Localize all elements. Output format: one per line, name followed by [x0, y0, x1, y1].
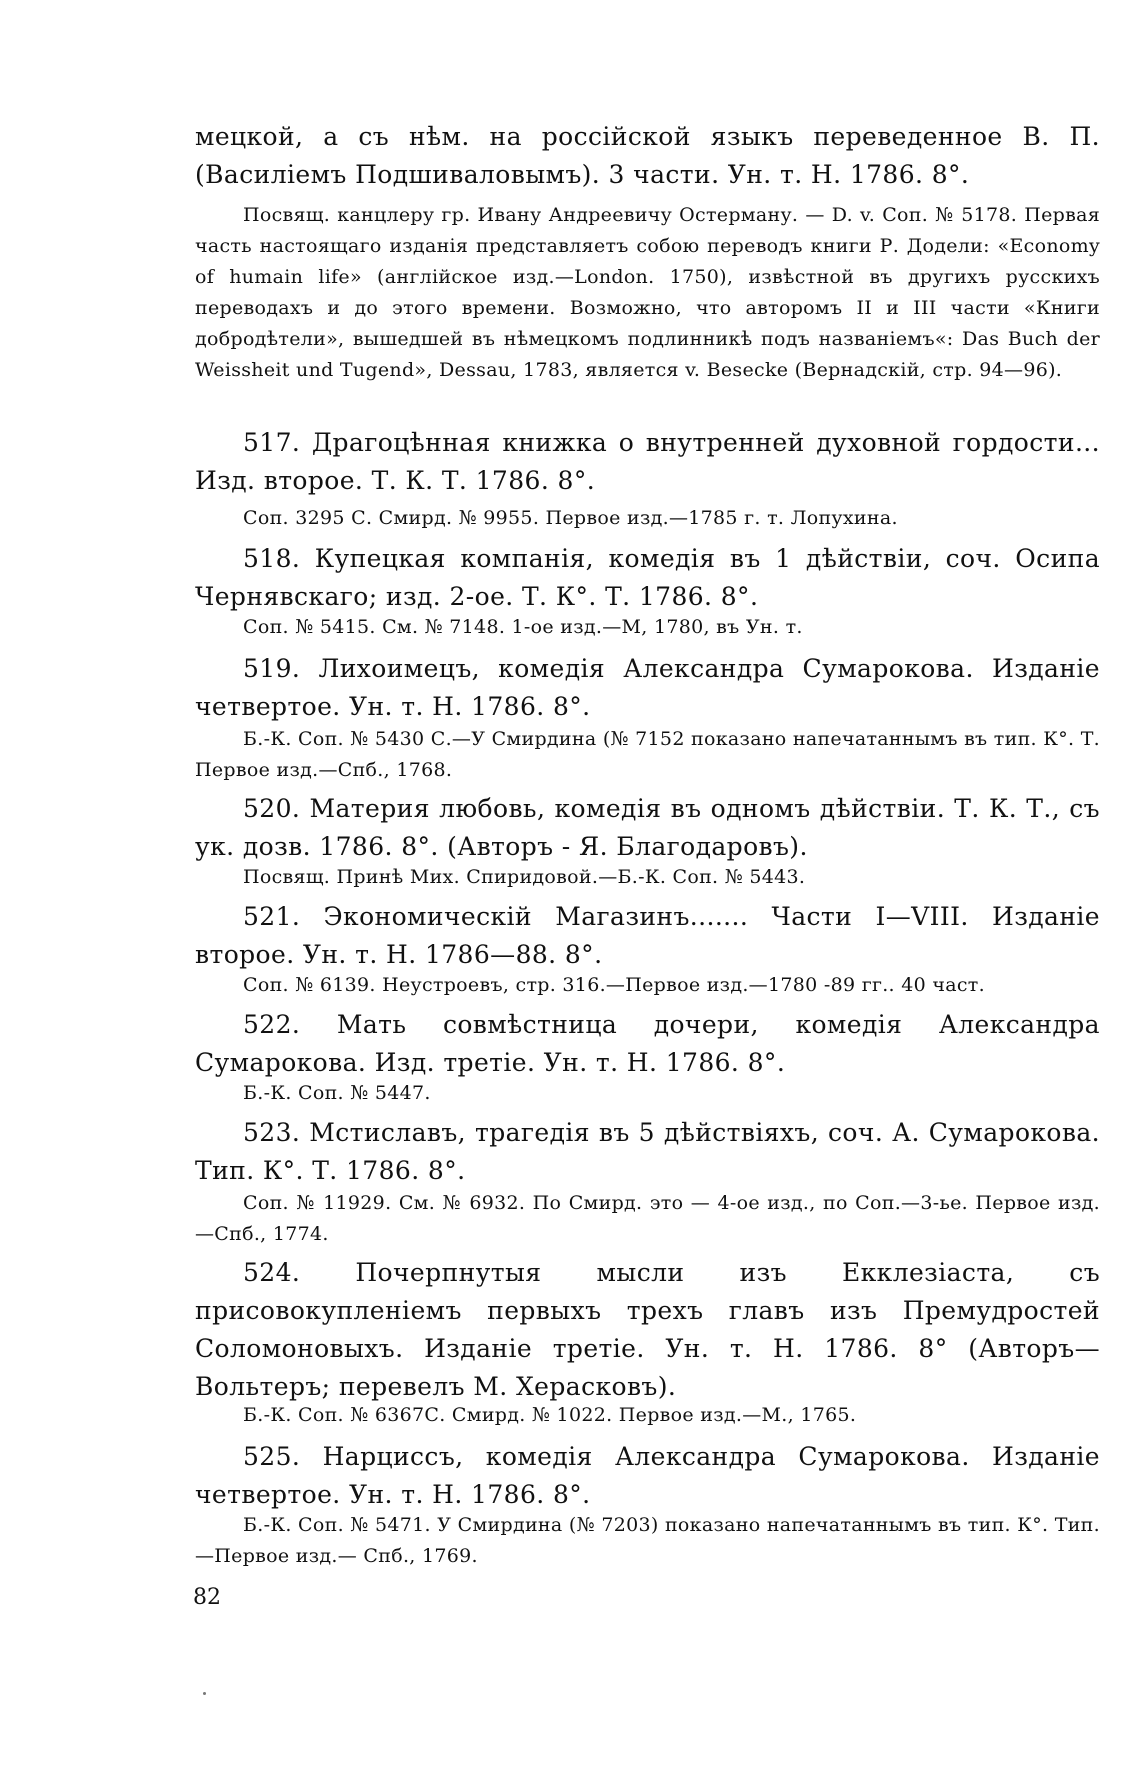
entry-520: 520. Материя любовь, комедія въ одномъ дѣйствіи. Т. К. Т., съ ук. дозв. 1786. 8°. (Авторъ - Я. Благодаровъ). [195, 794, 1100, 861]
entry-516-note: Посвящ. канцлеру гр. Ивану Андреевичу Остерману. — D. v. Соп. № 5178. Первая часть настоящаго изданія представляетъ собою переводъ книги Р. Додели: «Economy of humain life» (англійское изд.—London. 1750), извѣстной въ другихъ русскихъ переводахъ и до этого времени. Возможно, что авторомъ II и III части «Книги добродѣтели», вышедшей въ нѣмецкомъ подлинникѣ подъ названіемъ«: Das Buch der Weissheit und Tugend», Dessau, 1783, является v. Besecke (Вернадскій, стр. 94—96). [195, 204, 1100, 381]
entry-517: 517. Драгоцѣнная книжка о внутренней духовной гордости... Изд. второе. Т. К. Т. 1786. 8°. [195, 428, 1100, 495]
entry-521: 521. Экономическій Магазинъ....... Части I—VIII. Изданіе второе. Ун. т. Н. 1786—88. 8°. [195, 902, 1100, 969]
entry-522: 522. Мать совмѣстница дочери, комедія Александра Сумарокова. Изд. третіе. Ун. т. Н. 1786. 8°. [195, 1010, 1100, 1077]
entry-519: 519. Лихоимецъ, комедія Александра Сумарокова. Изданіе четвертое. Ун. т. Н. 1786. 8°. [195, 654, 1100, 721]
entry-524: 524. Почерпнутыя мысли изъ Екклезіаста, съ присовокупленіемъ первыхъ трехъ главъ изъ Премудростей Соломоновыхъ. Изданіе третіе. Ун. т. Н. 1786. 8° (Авторъ—Вольтеръ; перевелъ М. Херасковъ). [195, 1258, 1100, 1401]
entry-523-note: Соп. № 11929. См. № 6932. По Смирд. это — 4-ое изд., по Соп.—3-ье. Первое изд.—Спб., 1774. [195, 1192, 1100, 1245]
entry-521-note: Соп. № 6139. Неустроевъ, стр. 316.—Первое изд.—1780 -89 гг.. 40 част. [243, 974, 985, 996]
scan-speck [203, 1692, 206, 1695]
entry-517-note: Соп. 3295 С. Смирд. № 9955. Первое изд.—1785 г. т. Лопухина. [243, 507, 898, 529]
entry-525-note: Б.-К. Соп. № 5471. У Смирдина (№ 7203) показано напечатаннымъ въ тип. К°. Тип.—Первое изд.— Спб., 1769. [195, 1514, 1100, 1567]
entry-522-note: Б.-К. Соп. № 5447. [243, 1082, 431, 1104]
entry-519-note: Б.-К. Соп. № 5430 С.—У Смирдина (№ 7152 показано напечатаннымъ въ тип. К°. Т. Первое изд.—Спб., 1768. [195, 728, 1101, 781]
entry-518: 518. Купецкая компанія, комедія въ 1 дѣйствіи, соч. Осипа Чернявскаго; изд. 2-ое. Т. К°. Т. 1786. 8°. [195, 544, 1100, 611]
entry-520-note: Посвящ. Принѣ Мих. Спиридовой.—Б.-К. Соп. № 5443. [243, 866, 806, 888]
entry-516-continuation: мецкой, а съ нѣм. на россійской языкъ переведенное В. П. (Василіемъ Подшиваловымъ). 3 части. Ун. т. Н. 1786. 8°. [195, 122, 1100, 189]
page-number: 82 [193, 1585, 221, 1610]
entry-524-note: Б.-К. Соп. № 6367С. Смирд. № 1022. Первое изд.—М., 1765. [243, 1404, 857, 1426]
entry-525: 525. Нарциссъ, комедія Александра Сумарокова. Изданіе четвертое. Ун. т. Н. 1786. 8°. [195, 1442, 1100, 1509]
entry-523: 523. Мстиславъ, трагедія въ 5 дѣйствіяхъ, соч. А. Сумарокова. Тип. К°. Т. 1786. 8°. [195, 1118, 1100, 1185]
entry-518-note: Соп. № 5415. См. № 7148. 1-ое изд.—М, 1780, въ Ун. т. [243, 616, 803, 638]
